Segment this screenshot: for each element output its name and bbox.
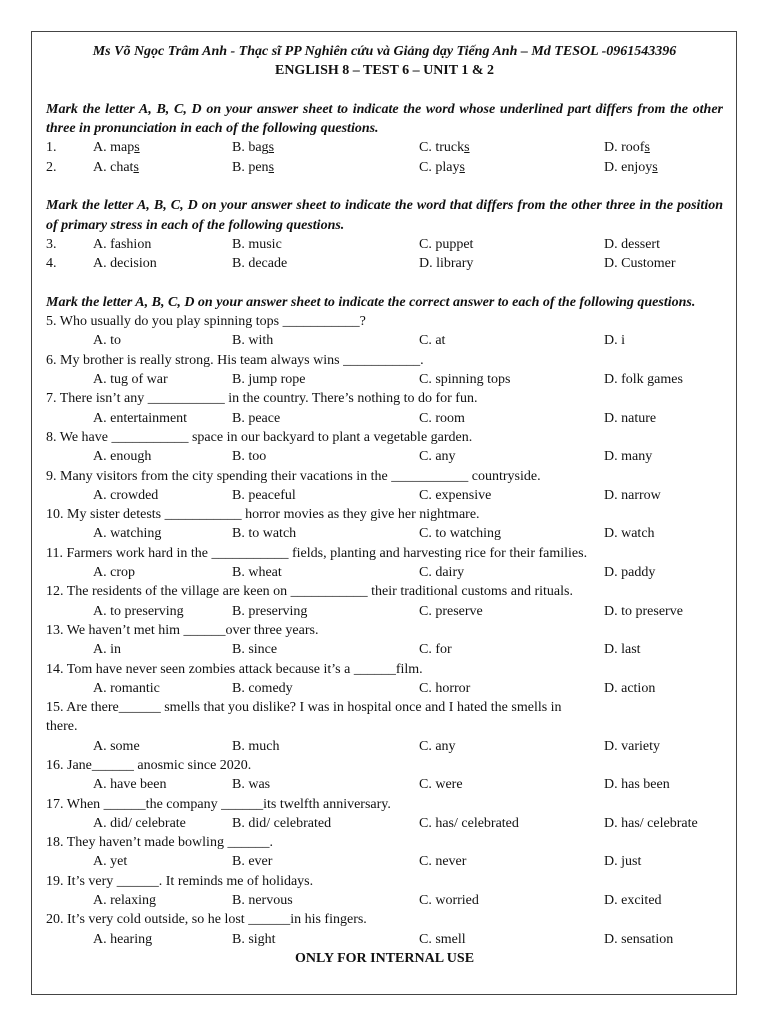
- option-d: D. dessert: [604, 236, 660, 252]
- option-c: D. library: [419, 256, 474, 272]
- option-text: B. bag: [232, 140, 269, 156]
- option-c: C. horror: [419, 680, 471, 696]
- section2-instruction: Mark the letter A, B, C, D on your answer sheet to indicate the word that differs from the other three in the position of primary stress in each of the following questions.: [46, 198, 723, 233]
- option-a: A. relaxing: [93, 893, 156, 909]
- option-b: B. preserving: [232, 603, 308, 619]
- question-number: 3.: [46, 236, 57, 252]
- option-b: B. since: [232, 642, 278, 658]
- option-c: [419, 158, 465, 177]
- section2-questions: [46, 235, 723, 274]
- options-row: [46, 852, 723, 871]
- underlined-letter: s: [133, 159, 139, 175]
- option-a: A. crowded: [93, 487, 159, 503]
- option-d: D. has/ celebrate: [604, 815, 698, 831]
- author-line: Ms Võ Ngọc Trâm Anh - Thạc sĩ PP Nghiên cứu và Giảng dạy Tiếng Anh – Md TESOL -0961543396: [92, 44, 677, 59]
- option-text: D. enjoy: [604, 159, 653, 175]
- option-c: C. room: [419, 410, 465, 426]
- option-d: D. sensation: [604, 931, 674, 947]
- option-b: B. jump rope: [232, 372, 306, 388]
- option-d: D. to preserve: [604, 603, 683, 619]
- option-d: D. just: [604, 854, 642, 870]
- question-text: 12. The residents of the village are keen on ___________ their traditional customs and rituals.: [46, 584, 573, 600]
- question-row: [46, 254, 723, 273]
- test-title: ENGLISH 8 – TEST 6 – UNIT 1 & 2: [274, 63, 494, 79]
- option-a: [93, 158, 139, 177]
- option-b: B. sight: [232, 931, 276, 947]
- option-c: C. were: [419, 777, 463, 793]
- option-b: B. decade: [232, 256, 288, 272]
- option-c: C. at: [419, 333, 446, 349]
- option-b: B. wheat: [232, 565, 282, 581]
- section1-questions: [46, 138, 723, 177]
- option-c: C. preserve: [419, 603, 483, 619]
- question-text: 5. Who usually do you play spinning tops ___________?: [46, 314, 366, 330]
- question-text: 10. My sister detests ___________ horror movies as they give her nightmare.: [46, 507, 480, 523]
- option-text: C. truck: [419, 140, 465, 156]
- option-a: A. tug of war: [93, 372, 168, 388]
- option-d: D. has been: [604, 777, 670, 793]
- question-text: 20. It’s very cold outside, so he lost ______in his fingers.: [46, 912, 367, 928]
- option-b: B. to watch: [232, 526, 297, 542]
- question-text: 18. They haven’t made bowling ______.: [46, 835, 273, 851]
- option-c: C. to watching: [419, 526, 502, 542]
- options-row: [46, 486, 723, 505]
- options-row: [46, 814, 723, 833]
- option-c: C. smell: [419, 931, 466, 947]
- option-text: B. pen: [232, 159, 269, 175]
- option-a: A. crop: [93, 565, 135, 581]
- question-text: 7. There isn’t any ___________ in the country. There’s nothing to do for fun.: [46, 391, 478, 407]
- option-a: A. hearing: [93, 931, 153, 947]
- question-text: 16. Jane______ anosmic since 2020.: [46, 757, 252, 773]
- options-row: [46, 331, 723, 350]
- underlined-letter: s: [464, 140, 470, 156]
- option-d: D. folk games: [604, 372, 683, 388]
- option-a: A. did/ celebrate: [93, 815, 186, 831]
- question-number: 2.: [46, 159, 57, 175]
- question-text: 17. When ______the company ______its twelfth anniversary.: [46, 796, 391, 812]
- question-text: 13. We haven’t met him ______over three years.: [46, 622, 319, 638]
- option-b: B. peace: [232, 410, 281, 426]
- question-text: 14. Tom have never seen zombies attack because it’s a ______film.: [46, 661, 423, 677]
- option-c: [419, 138, 470, 157]
- options-row: [46, 930, 723, 949]
- question-number: 1.: [46, 140, 57, 156]
- option-b: [232, 138, 274, 157]
- option-b: B. ever: [232, 854, 273, 870]
- option-c: C. puppet: [419, 236, 474, 252]
- options-row: [46, 775, 723, 794]
- question-row: [46, 158, 723, 177]
- option-d: D. excited: [604, 893, 662, 909]
- section3-questions: [46, 312, 723, 949]
- question-text: 6. My brother is really strong. His team always wins ___________.: [46, 352, 424, 368]
- option-c: C. spinning tops: [419, 372, 511, 388]
- underlined-letter: s: [268, 159, 275, 175]
- options-row: [46, 409, 723, 428]
- section1-instruction: Mark the letter A, B, C, D on your answer sheet to indicate the word whose underlined part differs from the other three in pronunciation in each of the following questions.: [46, 101, 723, 137]
- option-d: D. variety: [604, 738, 660, 754]
- question-text: 8. We have ___________ space in our backyard to plant a vegetable garden.: [46, 429, 473, 445]
- options-row: [46, 737, 723, 756]
- option-b: B. with: [232, 333, 274, 349]
- option-d: D. many: [604, 449, 653, 465]
- option-a: A. romantic: [93, 680, 160, 696]
- option-a: A. decision: [93, 256, 157, 272]
- option-d: D. paddy: [604, 565, 656, 581]
- option-b: B. nervous: [232, 893, 293, 909]
- option-a: A. in: [93, 642, 121, 658]
- option-d: D. last: [604, 642, 641, 658]
- option-a: [93, 138, 140, 157]
- question-text: 9. Many visitors from the city spending their vacations in the ___________ countryside.: [46, 468, 541, 484]
- options-row: [46, 563, 723, 582]
- option-a: A. enough: [93, 449, 152, 465]
- option-c: C. any: [419, 449, 456, 465]
- option-a: A. fashion: [93, 236, 152, 252]
- option-b: B. peaceful: [232, 487, 296, 503]
- question-number: 4.: [46, 256, 57, 272]
- option-d: D. i: [604, 333, 625, 349]
- option-d: D. action: [604, 680, 656, 696]
- question-row: [46, 235, 723, 254]
- options-row: [46, 447, 723, 466]
- option-b: [232, 158, 274, 177]
- option-text: C. play: [419, 159, 460, 175]
- option-b: B. much: [232, 738, 280, 754]
- option-a: A. to preserving: [93, 603, 184, 619]
- option-a: A. watching: [93, 526, 162, 542]
- underlined-letter: s: [652, 159, 658, 175]
- question-text: 15. Are there______ smells that you dislike? I was in hospital once and I hated the smells in there.: [46, 700, 562, 735]
- question-text: 11. Farmers work hard in the ___________ fields, planting and harvesting rice for their families.: [46, 545, 588, 561]
- option-b: B. music: [232, 236, 282, 252]
- underlined-letter: s: [644, 140, 650, 156]
- underlined-letter: s: [459, 159, 465, 175]
- options-row: [46, 370, 723, 389]
- underlined-letter: s: [268, 140, 275, 156]
- option-d: D. narrow: [604, 487, 661, 503]
- option-a: A. entertainment: [93, 410, 188, 426]
- option-c: C. has/ celebrated: [419, 815, 519, 831]
- option-c: C. dairy: [419, 565, 465, 581]
- underlined-letter: s: [134, 140, 140, 156]
- option-c: C. for: [419, 642, 452, 658]
- options-row: [46, 524, 723, 543]
- option-d: D. nature: [604, 410, 657, 426]
- option-d: [604, 138, 650, 157]
- option-c: C. worried: [419, 893, 479, 909]
- option-text: A. map: [93, 140, 135, 156]
- options-row: [46, 640, 723, 659]
- option-c: C. any: [419, 738, 456, 754]
- question-text: 19. It’s very ______. It reminds me of holidays.: [46, 873, 314, 889]
- option-text: A. chat: [93, 159, 134, 175]
- option-a: A. some: [93, 738, 140, 754]
- worksheet: [46, 42, 723, 968]
- option-a: A. have been: [93, 777, 167, 793]
- option-d: D. Customer: [604, 256, 676, 272]
- options-row: [46, 679, 723, 698]
- footer-note: ONLY FOR INTERNAL USE: [294, 950, 475, 966]
- option-b: B. was: [232, 777, 271, 793]
- options-row: [46, 891, 723, 910]
- option-b: B. too: [232, 449, 267, 465]
- option-d: D. watch: [604, 526, 655, 542]
- options-row: [46, 602, 723, 621]
- option-b: B. did/ celebrated: [232, 815, 332, 831]
- option-c: C. expensive: [419, 487, 492, 503]
- section3-instruction: Mark the letter A, B, C, D on your answer sheet to indicate the correct answer to each of the following questions.: [46, 294, 696, 310]
- question-row: [46, 138, 723, 157]
- option-text: D. roof: [604, 140, 645, 156]
- option-d: [604, 158, 658, 177]
- option-a: A. yet: [93, 854, 128, 870]
- option-a: A. to: [93, 333, 121, 349]
- option-c: C. never: [419, 854, 467, 870]
- option-b: B. comedy: [232, 680, 293, 696]
